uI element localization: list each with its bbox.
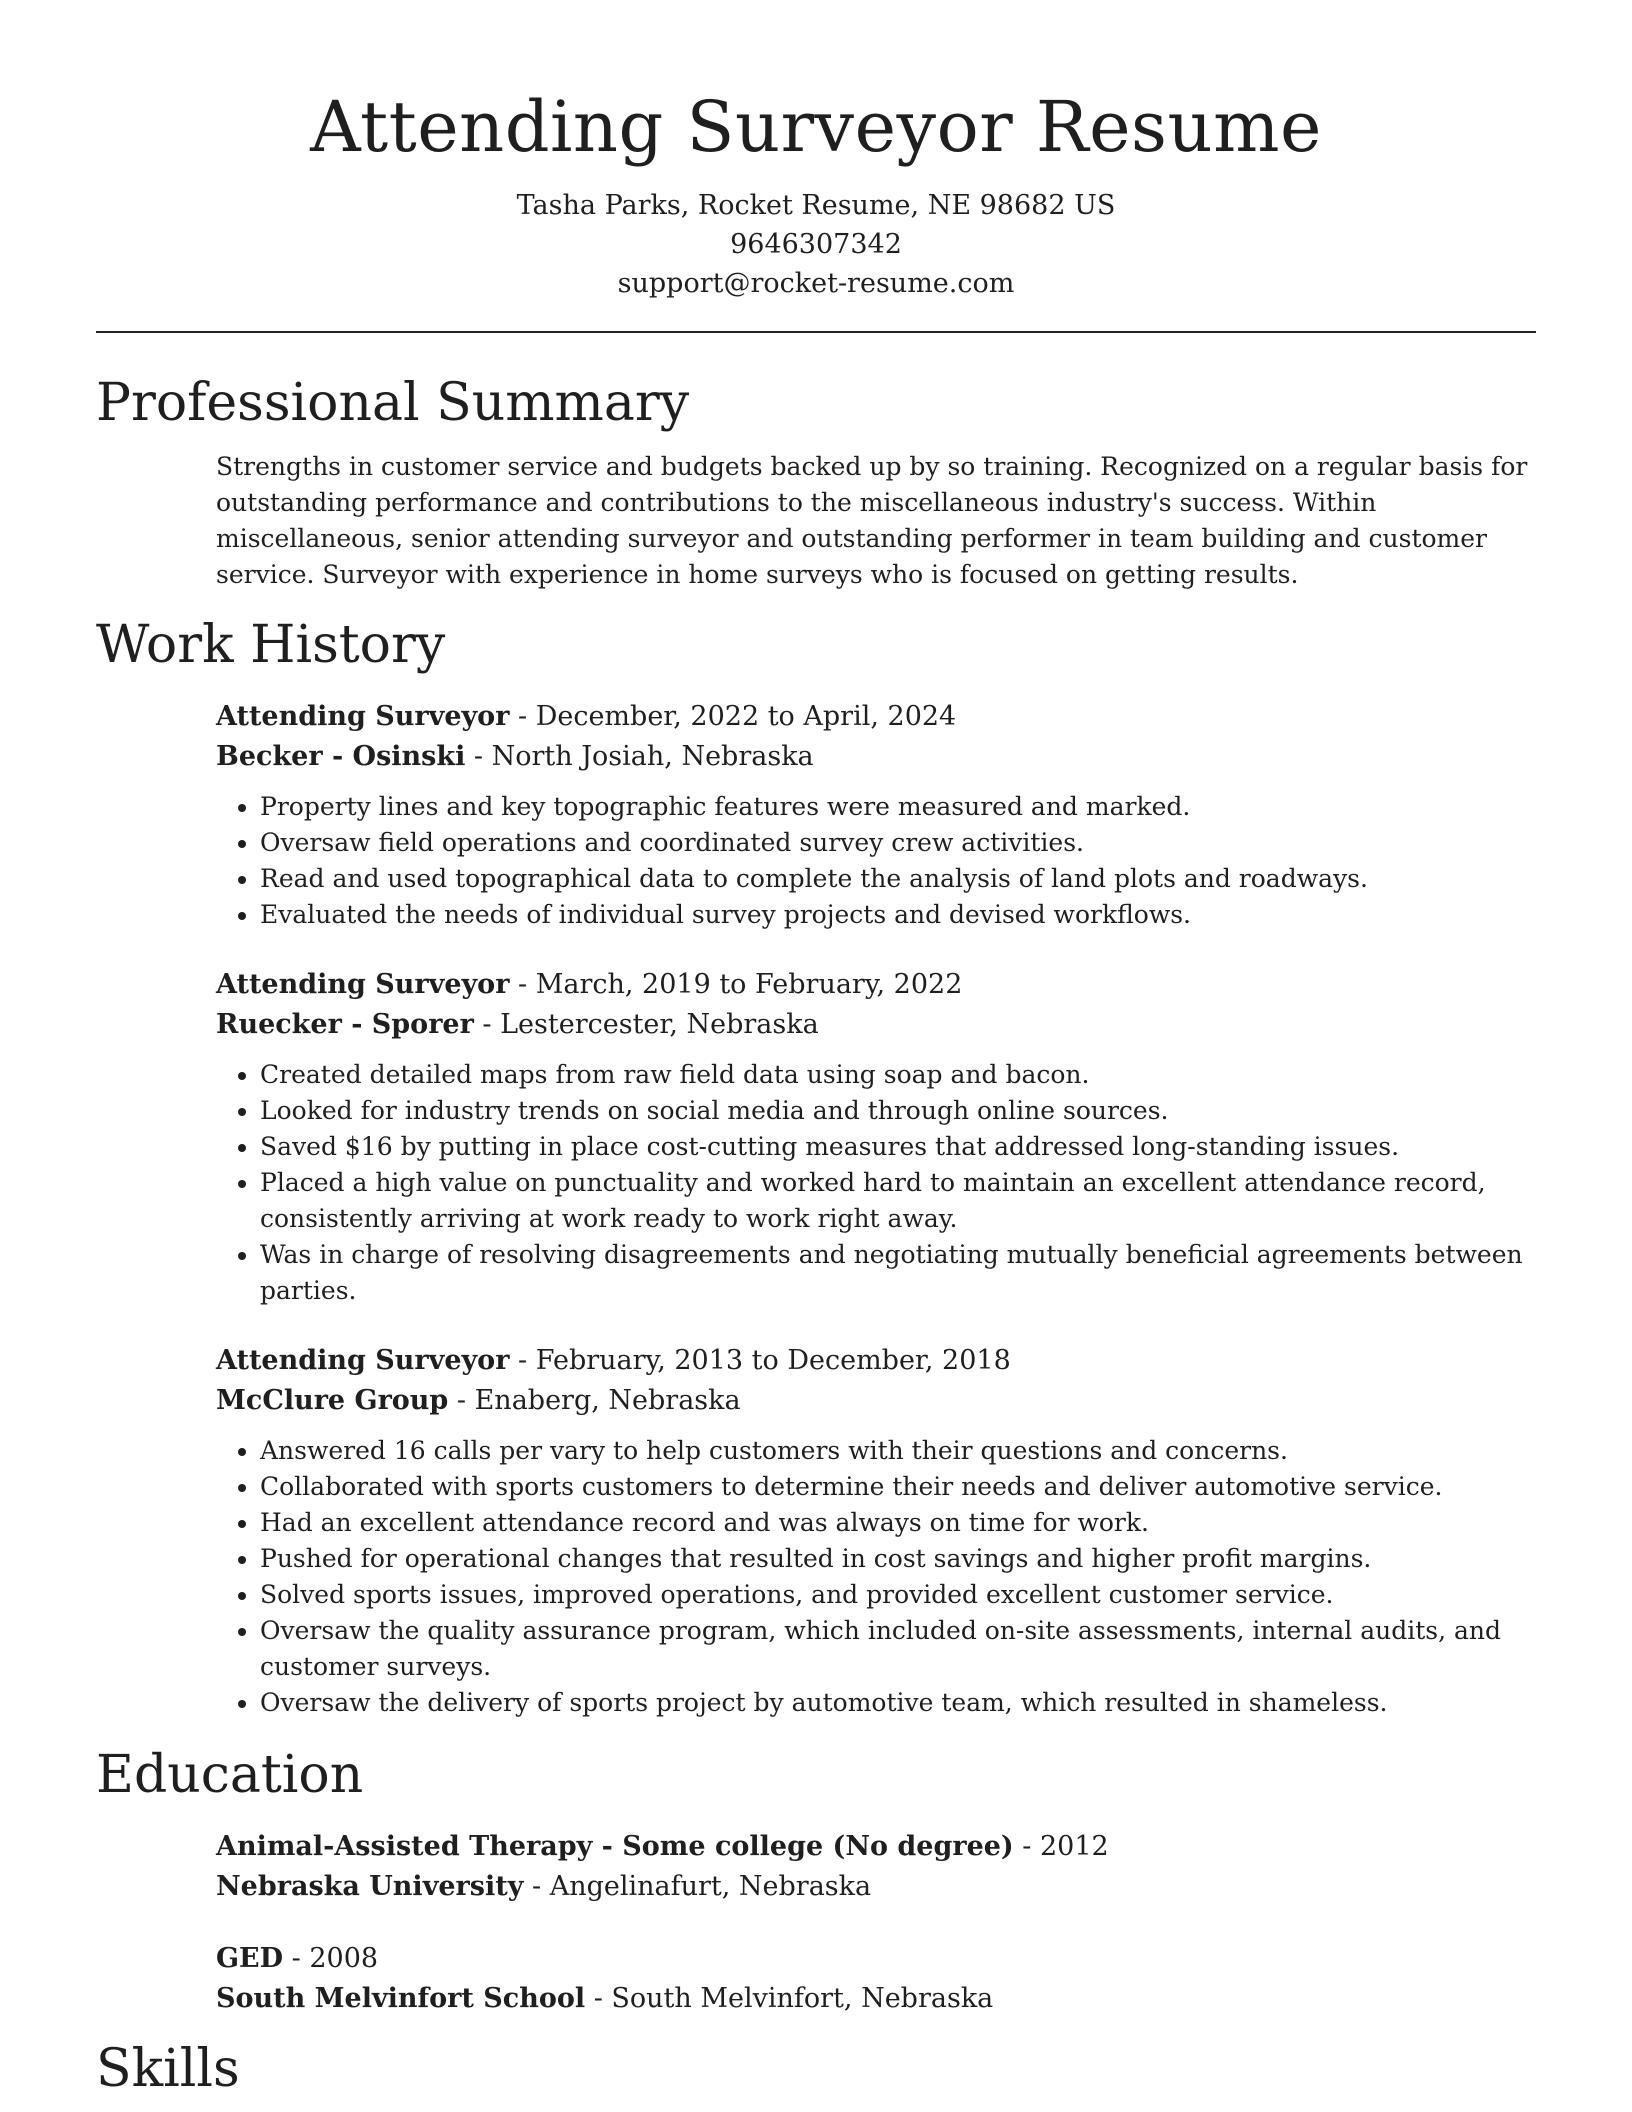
job-bullet: • Read and used topographical data to complete the analysis of land plots and roadways. xyxy=(260,861,1536,897)
resume-header xyxy=(96,0,1536,303)
job-bullet: • Answered 16 calls per vary to help customers with their questions and concerns. xyxy=(260,1433,1536,1469)
job-company: Becker - Osinski xyxy=(216,741,466,772)
education-degree-line xyxy=(216,1827,1536,1867)
job-bullet: • Oversaw field operations and coordinated survey crew activities. xyxy=(260,825,1536,861)
job-bullet: • Oversaw the delivery of sports project by automotive team, which resulted in shameless. xyxy=(260,1685,1536,1721)
job-title-line xyxy=(216,1341,1536,1381)
job-location: - Lestercester, Nebraska xyxy=(473,1009,819,1040)
skills-heading: Skills xyxy=(96,2039,240,2099)
page-title: Attending Surveyor Resume xyxy=(310,86,1322,168)
education-school-line xyxy=(216,1979,1536,2019)
education-degree-line xyxy=(216,1939,1536,1979)
contact-phone: 9646307342 xyxy=(730,229,902,260)
education-degree: Animal-Assisted Therapy - Some college (No degree) xyxy=(216,1831,1014,1862)
job-bullet: • Collaborated with sports customers to determine their needs and deliver automotive service. xyxy=(260,1469,1536,1505)
education-location: - South Melvinfort, Nebraska xyxy=(585,1983,994,2014)
job-title: Attending Surveyor xyxy=(216,701,510,732)
job-bullet: • Oversaw the quality assurance program, which included on-site assessments, internal audits, and customer surveys. xyxy=(260,1613,1536,1685)
job-bullet: • Property lines and key topographic features were measured and marked. xyxy=(260,789,1536,825)
education-heading: Education xyxy=(96,1745,364,1805)
job-bullet: • Pushed for operational changes that resulted in cost savings and higher profit margins. xyxy=(260,1541,1536,1577)
contact-address: Tasha Parks, Rocket Resume, NE 98682 US xyxy=(516,190,1116,221)
job-title-line xyxy=(216,697,1536,737)
job-title: Attending Surveyor xyxy=(216,1345,510,1376)
job-bullets xyxy=(216,1433,1536,1721)
education-location: - Angelinafurt, Nebraska xyxy=(523,1871,872,1902)
job-company: McClure Group xyxy=(216,1385,449,1416)
header-divider xyxy=(96,331,1536,333)
job-bullet: • Evaluated the needs of individual survey projects and devised workflows. xyxy=(260,897,1536,933)
job-dates: - February, 2013 to December, 2018 xyxy=(509,1345,1011,1376)
contact-block xyxy=(96,186,1536,303)
work-history-heading: Work History xyxy=(96,615,446,675)
job-entry xyxy=(216,965,1536,1309)
job-bullet: • Solved sports issues, improved operations, and provided excellent customer service. xyxy=(260,1577,1536,1613)
education-entry xyxy=(216,1939,1536,2019)
job-title-line xyxy=(216,965,1536,1005)
education-year: - 2012 xyxy=(1013,1831,1109,1862)
job-bullets xyxy=(216,789,1536,933)
education-entry xyxy=(216,1827,1536,1907)
job-location: - North Josiah, Nebraska xyxy=(465,741,814,772)
education-school: Nebraska University xyxy=(216,1871,524,1902)
education-school: South Melvinfort School xyxy=(216,1983,586,2014)
job-title: Attending Surveyor xyxy=(216,969,510,1000)
job-location: - Enaberg, Nebraska xyxy=(448,1385,741,1416)
job-bullet: • Placed a high value on punctuality and worked hard to maintain an excellent attendance record, consistently arriving at work ready to work right away. xyxy=(260,1165,1536,1237)
education-list xyxy=(216,1827,1536,2019)
job-company: Ruecker - Sporer xyxy=(216,1009,474,1040)
education-school-line xyxy=(216,1867,1536,1907)
education-year: - 2008 xyxy=(283,1943,379,1974)
job-bullet: • Looked for industry trends on social media and through online sources. xyxy=(260,1093,1536,1129)
job-entry xyxy=(216,697,1536,933)
education-degree: GED xyxy=(216,1943,284,1974)
contact-email: support@rocket-resume.com xyxy=(617,268,1015,299)
job-bullet: • Saved $16 by putting in place cost-cutting measures that addressed long-standing issues. xyxy=(260,1129,1536,1165)
job-company-line xyxy=(216,1381,1536,1421)
job-dates: - December, 2022 to April, 2024 xyxy=(509,701,957,732)
job-bullet: • Had an excellent attendance record and was always on time for work. xyxy=(260,1505,1536,1541)
job-entry xyxy=(216,1341,1536,1721)
job-bullet: • Created detailed maps from raw field data using soap and bacon. xyxy=(260,1057,1536,1093)
resume-page xyxy=(96,0,1536,2099)
job-bullets xyxy=(216,1057,1536,1309)
job-dates: - March, 2019 to February, 2022 xyxy=(509,969,963,1000)
work-history-list xyxy=(216,697,1536,1721)
summary-text: Strengths in customer service and budgets backed up by so training. Recognized on a regular basis for outstanding performance and contributions to the miscellaneous industry's success. Within miscellaneous, senior attending surveyor and outstanding performer in team building and customer service. Surveyor with experience in home surveys who is focused on getting results. xyxy=(216,452,1528,589)
job-company-line xyxy=(216,737,1536,777)
job-bullet: • Was in charge of resolving disagreements and negotiating mutually beneficial agreements between parties. xyxy=(260,1237,1536,1309)
job-company-line xyxy=(216,1005,1536,1045)
summary-heading: Professional Summary xyxy=(96,373,690,433)
